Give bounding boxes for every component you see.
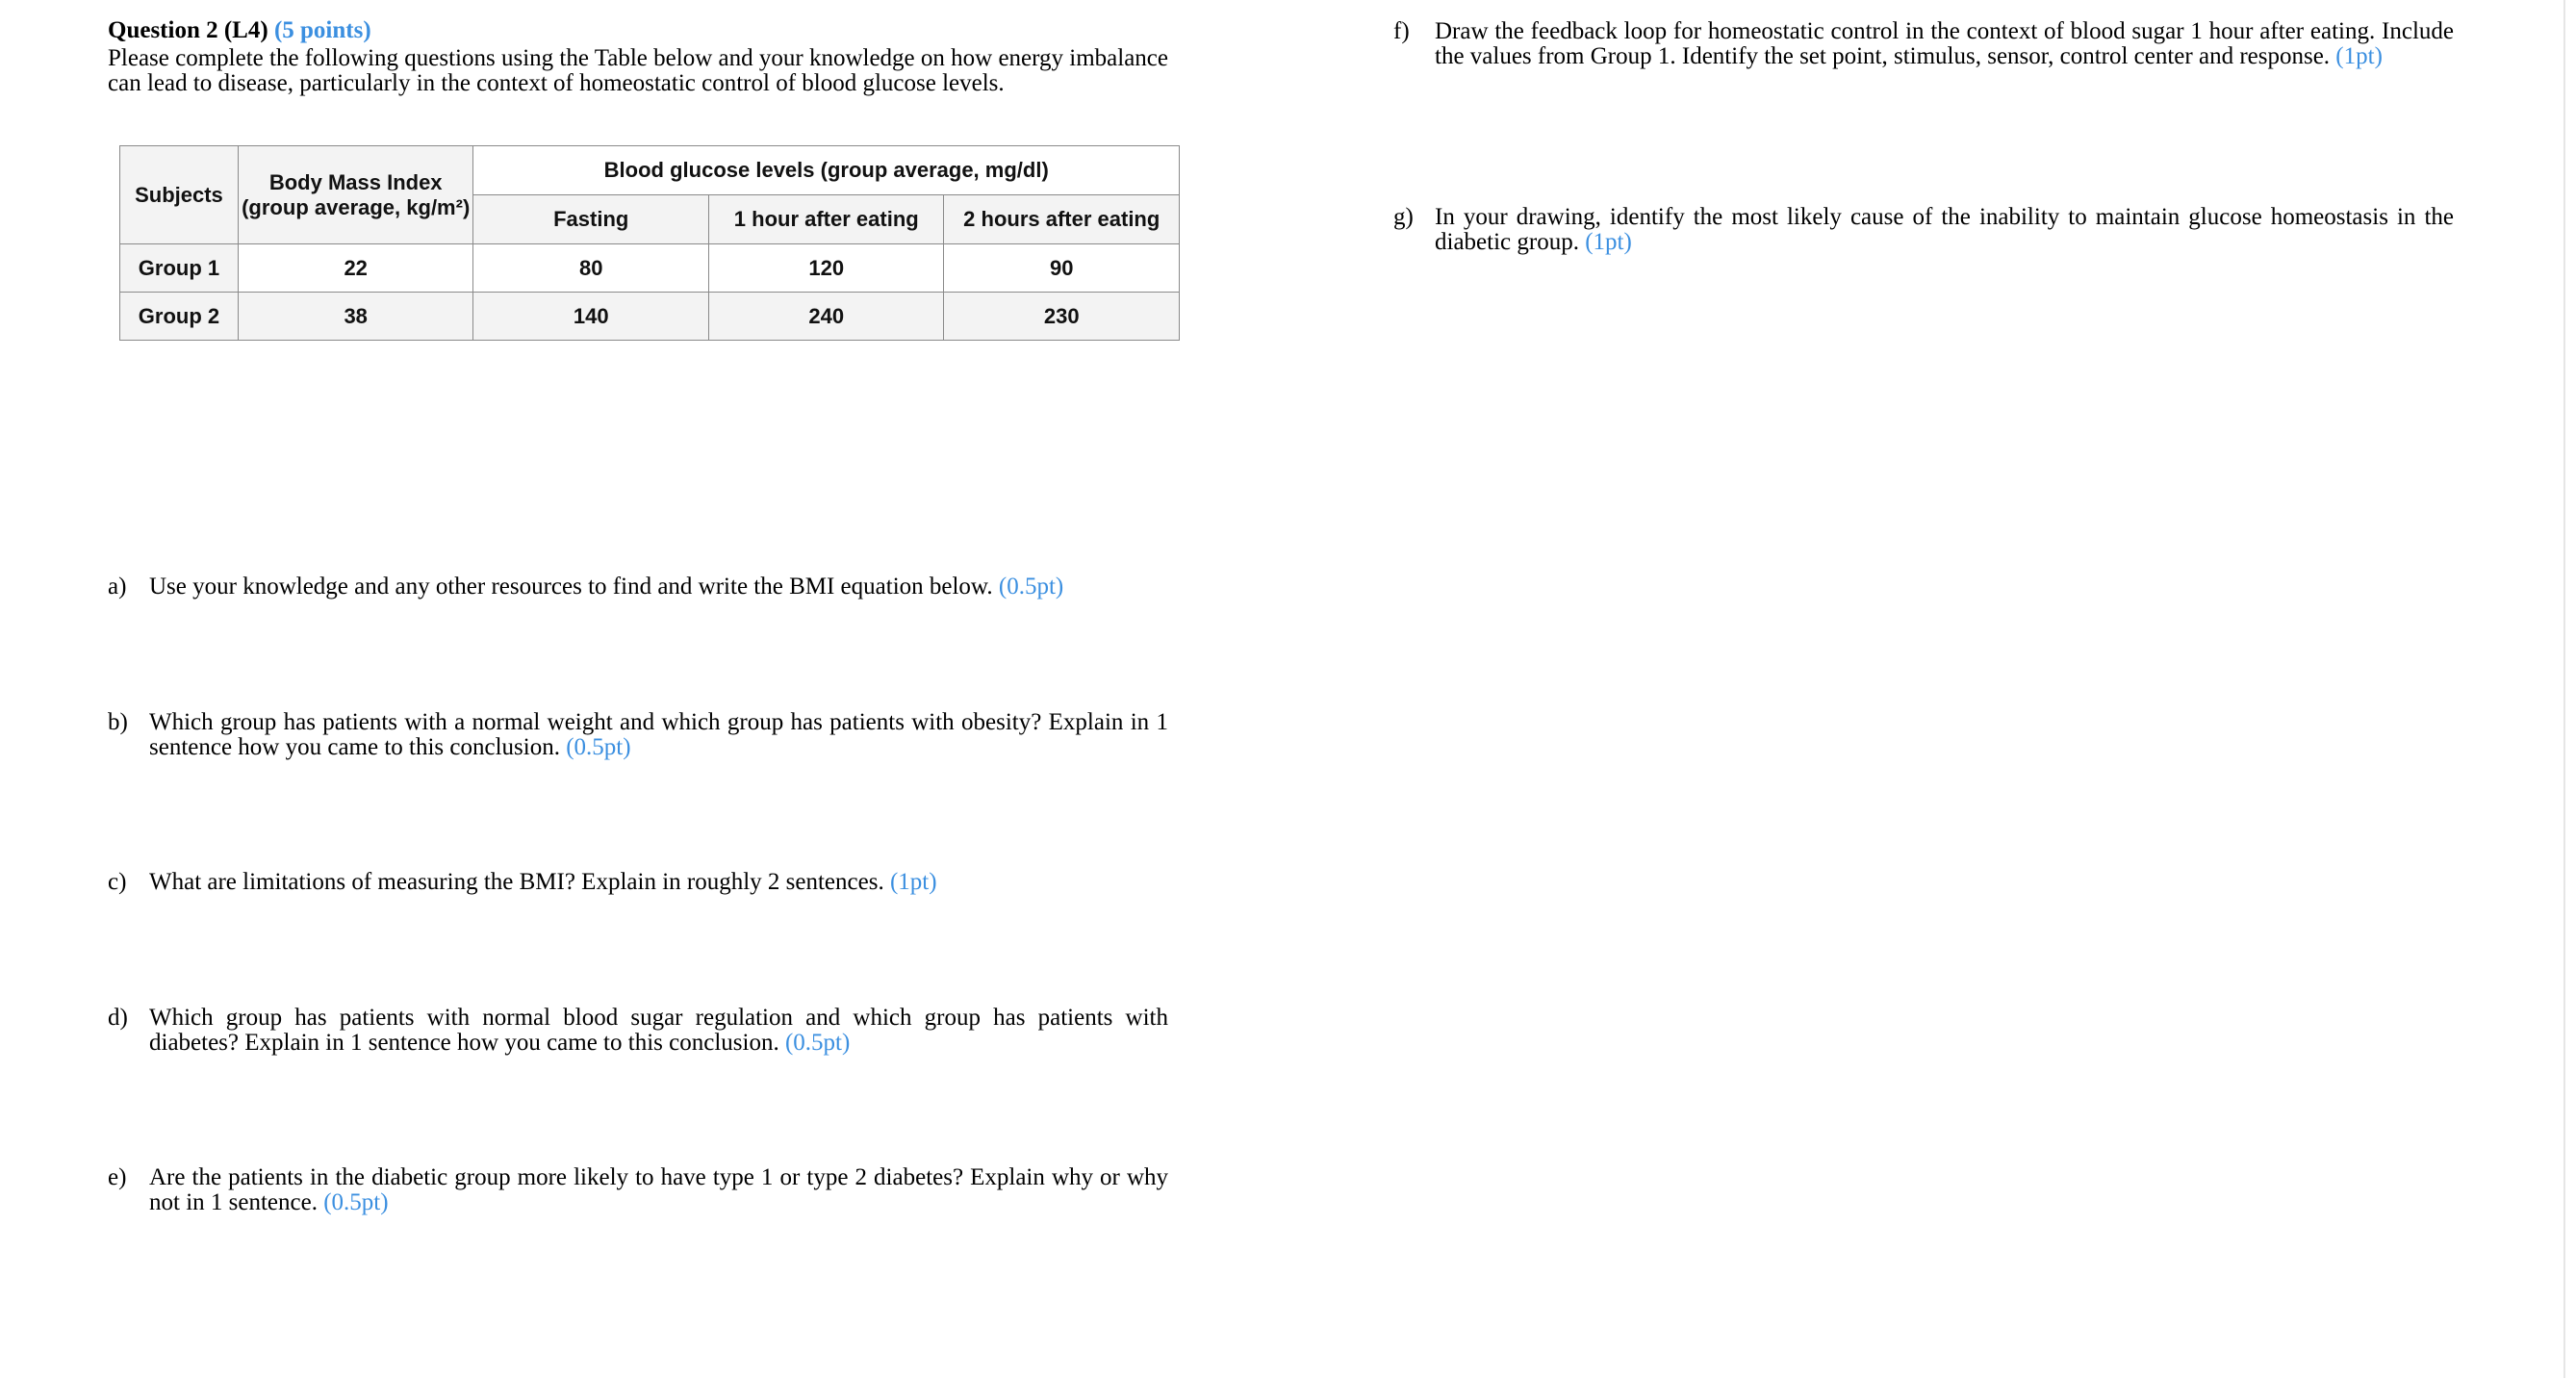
question-g-text: In your drawing, identify the most likely cause of the inability to maintain glucose homeostasis in the diabetic group. — [1435, 204, 2454, 255]
question-header — [108, 17, 1168, 96]
question-b-text: Which group has patients with a normal weight and which group has patients with obesity? Explain in 1 sentence how you came to this conclusion. — [149, 709, 1168, 760]
question-b-label: b) — [108, 709, 128, 735]
question-e-points: (0.5pt) — [323, 1189, 389, 1215]
header-fasting: Fasting — [473, 195, 709, 244]
question-c-points: (1pt) — [889, 869, 937, 895]
question-b — [108, 710, 1168, 760]
question-g — [1393, 205, 2454, 255]
question-a-body — [149, 574, 1168, 600]
row-subject: Group 2 — [120, 293, 239, 341]
header-bmi: Body Mass Index (group average, kg/m²) — [238, 146, 473, 244]
question-g-label: g) — [1393, 204, 1414, 230]
question-f-points: (1pt) — [2335, 43, 2383, 69]
question-title-text: Question 2 (L4) — [108, 17, 268, 43]
question-a — [108, 574, 1168, 600]
table-row — [120, 244, 1180, 293]
row-2h: 90 — [944, 244, 1180, 293]
header-subjects: Subjects — [120, 146, 239, 244]
question-d-points: (0.5pt) — [784, 1030, 851, 1056]
question-a-label: a) — [108, 574, 127, 600]
question-title — [108, 17, 1168, 44]
question-intro: Please complete the following questions using the Table below and your knowledge on how energy imbalance can lead to disease, particularly in the context of homeostatic control of blood glucose levels. — [108, 45, 1168, 96]
question-b-points: (0.5pt) — [566, 734, 631, 760]
row-bmi: 38 — [238, 293, 473, 341]
question-a-text: Use your knowledge and any other resources to find and write the BMI equation below. — [149, 574, 993, 600]
question-points: (5 points) — [273, 17, 371, 43]
table-row — [120, 293, 1180, 341]
question-e-text: Are the patients in the diabetic group more likely to have type 1 or type 2 diabetes? Explain why or why not in 1 sentence. — [149, 1164, 1168, 1215]
question-f-text: Draw the feedback loop for homeostatic control in the context of blood sugar 1 hour after eating. Include the values from Group 1. Identify the set point, stimulus, sensor, control center and response. — [1435, 18, 2454, 69]
row-2h: 230 — [944, 293, 1180, 341]
question-d — [108, 1006, 1168, 1056]
question-d-body — [149, 1006, 1168, 1056]
question-c-body — [149, 870, 1168, 895]
question-e-body — [149, 1165, 1168, 1215]
row-1h: 120 — [709, 244, 944, 293]
question-f — [1393, 19, 2454, 69]
row-subject: Group 1 — [120, 244, 239, 293]
page-edge-divider — [2563, 0, 2565, 1378]
question-c-text: What are limitations of measuring the BMI? Explain in roughly 2 sentences. — [149, 869, 884, 895]
header-1h: 1 hour after eating — [709, 195, 944, 244]
row-fasting: 80 — [473, 244, 709, 293]
glucose-data-table — [119, 145, 1180, 341]
question-e — [108, 1165, 1168, 1215]
question-d-label: d) — [108, 1005, 128, 1031]
question-b-body — [149, 710, 1168, 760]
question-a-points: (0.5pt) — [998, 574, 1064, 600]
question-g-body — [1435, 205, 2454, 255]
row-1h: 240 — [709, 293, 944, 341]
question-d-text: Which group has patients with normal blood sugar regulation and which group has patients with diabetes? Explain in 1 sentence how you came to this conclusion. — [149, 1005, 1168, 1056]
header-2h: 2 hours after eating — [944, 195, 1180, 244]
row-fasting: 140 — [473, 293, 709, 341]
row-bmi: 22 — [238, 244, 473, 293]
table-header-row — [120, 146, 1180, 195]
header-glucose: Blood glucose levels (group average, mg/dl) — [473, 146, 1180, 195]
question-c — [108, 870, 1168, 895]
question-c-label: c) — [108, 869, 127, 895]
question-f-label: f) — [1393, 18, 1410, 44]
question-f-body — [1435, 19, 2454, 69]
question-g-points: (1pt) — [1585, 229, 1632, 255]
question-e-label: e) — [108, 1164, 127, 1190]
